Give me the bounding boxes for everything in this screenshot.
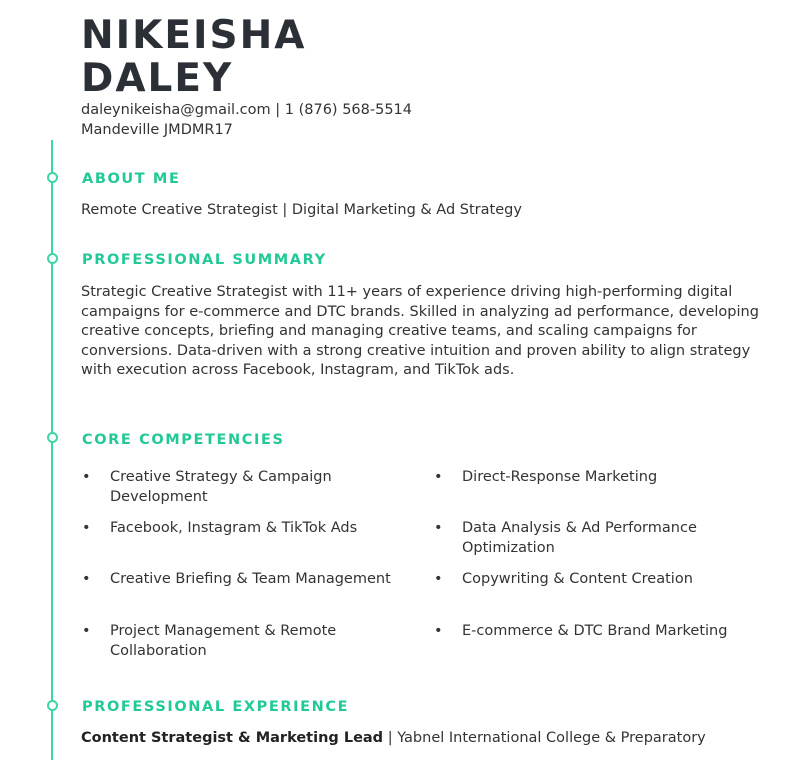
experience-entry (81, 729, 706, 749)
competency-label: Project Management & Remote Collaboration (110, 623, 337, 659)
summary-text: Strategic Creative Strategist with 11+ years of experience driving high-performing digital campaigns for e-commerce and DTC brands. Skilled in analyzing ad performance, developing creative concepts, briefing and managing creative teams, and scaling campaigns for conversions. Data-driven with a strong creative intuition and proven ability to align strategy with execution across Facebook, Instagram, and TikTok ads. (81, 284, 759, 378)
last-name: DALEY (81, 56, 234, 101)
bullet-icon: • (82, 623, 91, 639)
about-text: Remote Creative Strategist | Digital Marketing & Ad Strategy (81, 202, 522, 218)
competency-label: Creative Strategy & Campaign Development (110, 469, 332, 505)
competency-label: Direct-Response Marketing (462, 469, 658, 485)
competency-label: E-commerce & DTC Brand Marketing (462, 623, 728, 639)
competency-label: Data Analysis & Ad Performance Optimization (462, 520, 697, 556)
competency-item (434, 468, 752, 488)
timeline-line (51, 140, 53, 760)
competency-label: Creative Briefing & Team Management (110, 571, 391, 587)
timeline-dot-icon (47, 253, 58, 264)
location: Mandeville JMDMR17 (81, 122, 233, 138)
contact-info (81, 100, 412, 140)
timeline-dot-icon (47, 432, 58, 443)
competency-item (434, 519, 752, 558)
separator: | (275, 102, 281, 118)
competency-item (434, 570, 752, 590)
summary-heading: PROFESSIONAL SUMMARY (82, 252, 327, 268)
bullet-icon: • (434, 571, 443, 587)
competency-label: Copywriting & Content Creation (462, 571, 693, 587)
competencies-heading: CORE COMPETENCIES (82, 432, 285, 448)
bullet-icon: • (434, 469, 443, 485)
separator: | (387, 730, 393, 746)
email[interactable]: daleynikeisha@gmail.com (81, 102, 271, 118)
timeline-dot-icon (47, 172, 58, 183)
bullet-icon: • (434, 623, 443, 639)
company: Yabnel International College & Preparatory (397, 730, 706, 746)
competency-label: Facebook, Instagram & TikTok Ads (110, 520, 358, 536)
candidate-name (81, 14, 306, 100)
timeline-dot-icon (47, 700, 58, 711)
bullet-icon: • (434, 520, 443, 536)
bullet-icon: • (82, 571, 91, 587)
competency-item (82, 468, 400, 507)
about-heading: ABOUT ME (82, 171, 181, 187)
phone: 1 (876) 568-5514 (284, 102, 413, 118)
competency-item (82, 570, 400, 590)
bullet-icon: • (82, 469, 91, 485)
bullet-icon: • (82, 520, 91, 536)
competency-item (434, 622, 752, 642)
experience-heading: PROFESSIONAL EXPERIENCE (82, 699, 350, 715)
job-title: Content Strategist & Marketing Lead (81, 730, 384, 746)
first-name: NIKEISHA (81, 13, 307, 58)
competency-item (82, 622, 400, 661)
competency-item (82, 519, 400, 539)
